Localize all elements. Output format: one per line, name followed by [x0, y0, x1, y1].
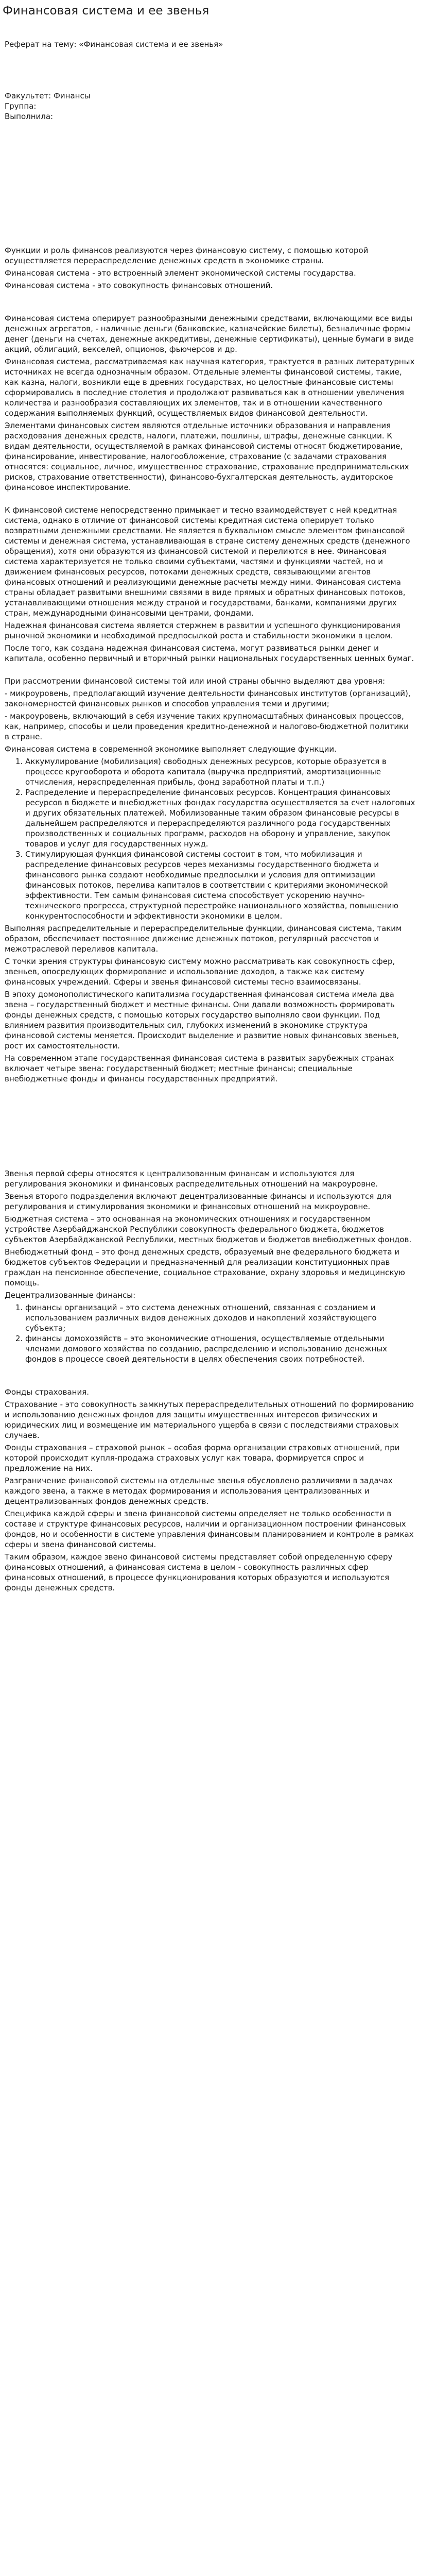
essay-topic: Реферат на тему: «Финансовая система и ее звенья»: [5, 40, 223, 49]
body-paragraph: Бюджетная система – это основанная на экономических отношениях и государственном устройстве Азербайджанской Республики совокупность федерального бюджета, бюджетов субъектов Азербайджанской Республики, местных бюджетов и бюджетов внебюджетных фондов.: [5, 1214, 412, 1244]
body-paragraph: Фонды страхования – страховой рынок – особая форма организации страховых отношений, при которой происходит купля-продажа страховых услуг как товара, формируется спрос и предложение на них.: [5, 1443, 400, 1473]
function-item: 3. Стимулирующая функция финансовой системы состоит в том, что мобилизация и распределение финансовых ресурсов через механизмы государственного бюджета и финансового рынка создают необходимые предпосылки и условия для оптимизации финансовых потоков, перелива капиталов в соответствии с критериями экономической эффективности. Тем самым финансовая система способствует ускорению научно-технического прогресса, структурной перестройке национального хозяйства, повышению конкурентоспособности и эффективности экономики в целом.: [25, 849, 415, 921]
spacer: [5, 1366, 415, 1387]
functions-list: [5, 756, 415, 921]
spacer: [5, 204, 415, 245]
spacer: [5, 19, 415, 39]
body-paragraph: Таким образом, каждое звено финансовой системы представляет собой определенную сферу финансовых отношений, а финансовая система в целом - совокупность различных сфер финансовых отношений, в процессе функционирования которых образуются и используются фонды денежных средств.: [5, 1552, 393, 1592]
decentral-list: [5, 1302, 415, 1364]
body-paragraph: На современном этапе государственная финансовая система в развитых зарубежных странах включает четыре звена: государственный бюджет; местные финансы; специальные внебюджетные фонды и финансы государственных предприятий.: [5, 1054, 394, 1083]
body-paragraph: С точки зрения структуры финансовую систему можно рассматривать как совокупность сфер, звеньев, опосредующих формирование и использование доходов, а также как систему финансовых учреждений. Сферы и звенья финансовой системы тесно взаимосвязаны.: [5, 957, 395, 987]
body-paragraph: После того, как создана надежная финансовая система, могут развиваться рынки денег и капитала, особенно первичный и вторичный рынки национальных государственных ценных бумаг.: [5, 643, 414, 663]
author-line: Выполнила:: [5, 112, 54, 121]
spacer: [5, 122, 415, 204]
body-paragraph: Страхование - это совокупность замкнутых перераспределительных отношений по формированию и использованию денежных фондов для защиты имущественных интересов физических и юридических лиц и возмещение им материального ущерба в связи с последствиями страховых случаев.: [5, 1400, 414, 1440]
body-paragraph: Звенья второго подразделения включают децентрализованные финансы и используются для регулирования и стимулирования экономики и финансовых отношений на микроуровне.: [5, 1192, 392, 1211]
body-paragraph: Звенья первой сферы относятся к централизованным финансам и используются для регулирования экономики и финансовых распределительных отношений на макроуровне.: [5, 1169, 378, 1189]
body-paragraph: Специфика каждой сферы и звена финансовой системы определяет не только особенности в составе и структуре финансовых ресурсов, наличии и организационном построении финансовых фондов, но и особенности в системе управления финансовым планированием и контроле в рамках сферы и звена финансовой системы.: [5, 1509, 414, 1549]
spacer: [5, 293, 415, 313]
intro-paragraph: Функции и роль финансов реализуются через финансовую систему, с помощью которой осуществляется перераспределение денежных средств в экономике страны.: [5, 246, 369, 265]
spacer: [5, 49, 415, 91]
function-item: 1. Аккумулирование (мобилизация) свободных денежных ресурсов, которые образуется в процессе кругооборота и оборота капитала (выручка предприятий, амортизационные отчисления, нераспределенная прибыль, фонд заработной платы и т.п.): [25, 756, 415, 787]
body-paragraph: Выполняя распределительные и перераспределительные функции, финансовая система, таким образом, обеспечивает постоянное движение денежных потоков, регулярный рассчетов и межотраслевой переливов капитала.: [5, 924, 402, 954]
spacer: [5, 1086, 415, 1168]
page-title: Финансовая система и ее звенья: [3, 4, 210, 18]
intro-paragraph: Финансовая система - это совокупность финансовых отношений.: [5, 281, 273, 290]
decentral-item: 2. финансы домохозяйств – это экономические отношения, осуществляемые отдельными членами домового хозяйства по созданию, распределению и использованию денежных фондов в процессе своей деятельности в целях обеспечения своих потребностей.: [25, 1333, 415, 1364]
body-paragraph: Разграничение финансовой системы на отдельные звенья обусловлено различиями в задачах каждого звена, а также в методах формирования и использования централизованных и децентрализованных фондов денежных средств.: [5, 1476, 393, 1506]
body-paragraph: Финансовая система, рассматриваемая как научная категория, трактуется в разных литературных источниках не всегда однозначным образом. Отдельные элементы финансовой системы, такие, как казна, налоги, возникли еще в древних государствах, но целостные финансовые системы сформировались в последние столетия и продолжают развиваться как в отношении увеличения количества и разнообразия составляющих их элементов, так и в отношении качественного содержания выполняемых функций, осуществляемых видов финансовой деятельности.: [5, 357, 415, 418]
body-paragraph: В эпоху домонополистического капитализма государственная финансовая система имела два звена – государственный бюджет и местные финансы. Они давали возможность формировать фонды денежных средств, с помощью которых государство выполняло свои функции. Под влиянием развития производительных сил, глубоких изменений в экономике структура финансовой системы меняется. Происходит выделение и развитие новых финансовых звеньев, рост их самостоятельности.: [5, 990, 399, 1050]
body-paragraph: Финансовая система оперирует разнообразными денежными средствами, включающими все виды денежных агрегатов, - наличные деньги (банковские, казначейские билеты), безналичные формы денег (деньги на счетах, денежные аккредитивы, денежные сертификаты), ценные бумаги в виде акций, облигаций, векселей, опционов, фьючерсов и др.: [5, 314, 414, 354]
level-item: - макроуровень, включающий в себя изучение таких крупномасштабных финансовых процессов, как, например, способы и цели проведения кредитно-денежной и налогово-бюджетной политики в стране.: [5, 711, 409, 741]
levels-intro: При рассмотрении финансовой системы той или иной страны обычно выделяют два уровня:: [5, 676, 386, 686]
body-paragraph: Надежная финансовая система является стержнем в развитии и успешного функционирования рыночной экономики и необходимой предпосылкой роста и стабильности экономики в целом.: [5, 621, 401, 640]
body-paragraph: Элементами финансовых систем являются отдельные источники образования и направления расходования денежных средств, налоги, платежи, пошлины, штрафы, денежные санкции. К видам деятельности, осуществляемой в рамках финансовой системы относят бюджетирование, финансирование, инвестирование, налогообложение, страхование (с задачами страхования относятся: социальное, личное, имущественное страхование, страхование предпринимательских рисков, страхование ответственности), финансово-бухгалтерская деятельность, аудиторское финансовое инспектирование.: [5, 421, 409, 492]
level-item: - микроуровень, предполагающий изучение деятельности финансовых институтов (организаций), закономерностей финансовых рынков и способов управления теми и другими;: [5, 689, 411, 708]
group-line: Группа:: [5, 101, 37, 111]
section-heading: Фонды страхования.: [5, 1387, 90, 1397]
spacer: [5, 495, 415, 505]
decentral-intro: Децентрализованные финансы:: [5, 1291, 136, 1300]
functions-intro: Финансовая система в современной экономике выполняет следующие функции.: [5, 744, 337, 754]
decentral-item: 1. финансы организаций – это система денежных отношений, связанная с созданием и использованием различных видов денежных доходов и накоплений хозяйствующего субъекта;: [25, 1302, 415, 1333]
body-paragraph: Внебюджетный фонд – это фонд денежных средств, образуемый вне федерального бюджета и бюджетов субъектов Федерации и предназначенный для реализации конституционных прав граждан на пенсионное обеспечение, социальное страхование, охрану здоровья и медицинскую помощь.: [5, 1247, 405, 1287]
spacer: [5, 666, 415, 676]
faculty-line: Факультет: Финансы: [5, 91, 91, 100]
body-paragraph: К финансовой системе непосредственно примыкает и тесно взаимодействует с ней кредитная система, однако в отличие от финансовой системы кредитная система оперирует только возвратными денежными средствами. Не является в буквальном смысле элементом финансовой системы и денежная система, устанавливающая в стране систему денежных средств (денежного обращения), хотя они образуются из финансовой системой и перелиются в нее. Финансовая система характеризуется не только своими субъектами, частями и функциями частей, но и движением финансовых ресурсов, потоками денежных средств, связывающими агентов финансовых отношений и реализующими денежные расчеты между ними. Финансовая система страны обладает развитыми внешними связями в виде прямых и обратных финансовых потоков, устанавливающими отношения между страной и государствами, банками, компаниями других стран, международными финансовыми центрами, фондами.: [5, 505, 410, 618]
intro-paragraph: Финансовая система - это встроенный элемент экономической системы государства.: [5, 268, 356, 278]
function-item: 2. Распределение и перераспределение финансовых ресурсов. Концентрация финансовых ресурсов в бюджете и внебюджетных фондах государства осуществляется за счет налоговых и других обязательных платежей. Мобилизованные таким образом финансовые ресурсы в дальнейшем распределяются и перераспределяются различного рода государственных производственных и социальных программ, расходов на оборону и управление, закупок товаров и услуг для государственных нужд.: [25, 787, 415, 849]
